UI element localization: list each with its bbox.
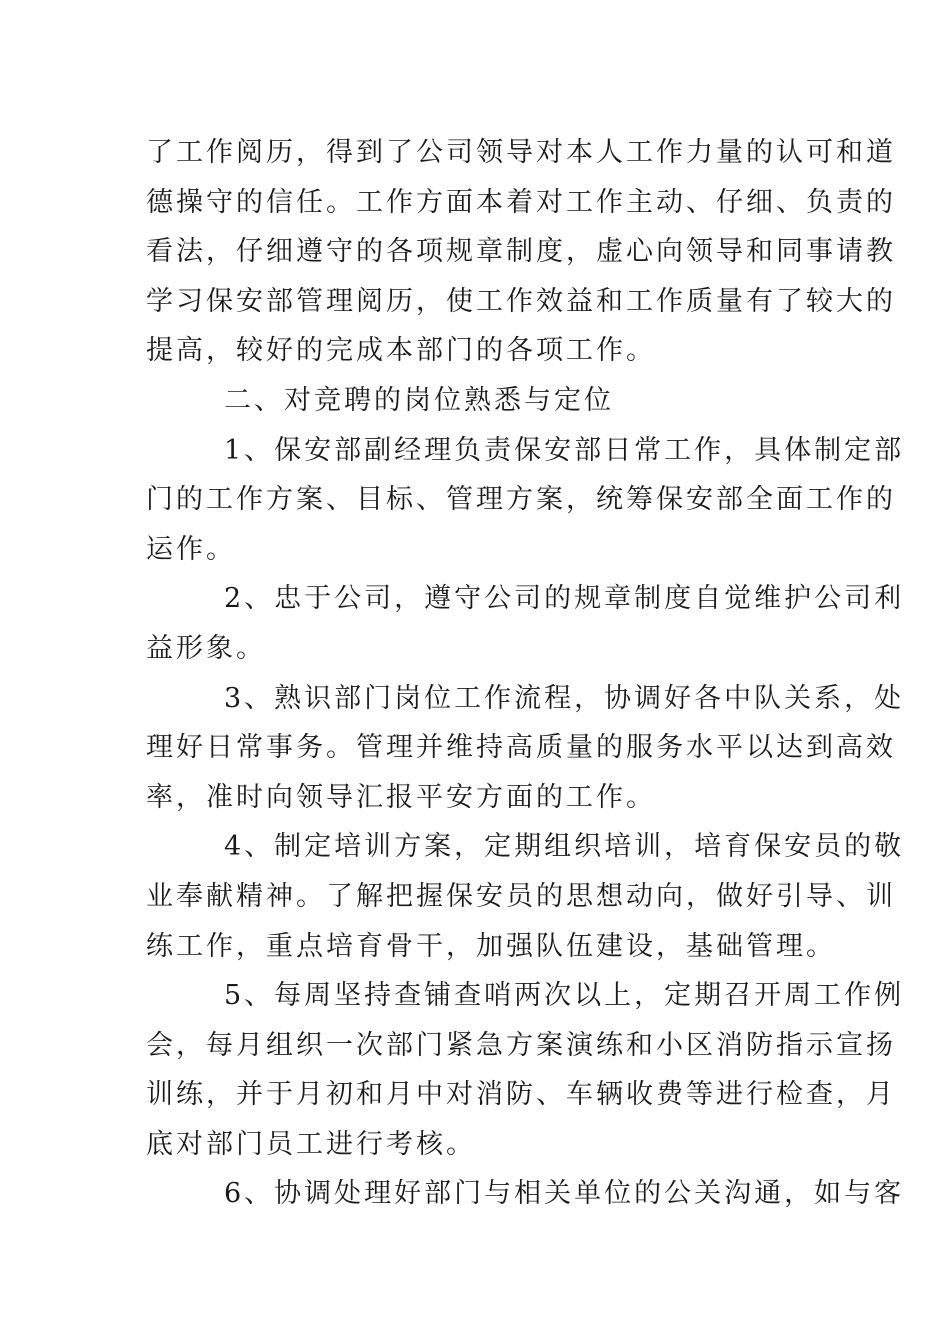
- text-line: 4、制定培训方案，定期组织培训，培育保安员的敬: [224, 831, 905, 863]
- text-line: 1、保安部副经理负责保安部日常工作，具体制定部: [224, 434, 905, 466]
- list-item-4: [146, 822, 905, 971]
- text-line: 率，准时向领导汇报平安方面的工作。: [146, 781, 656, 813]
- text-line: 看法，仔细遵守的各项规章制度，虚心向领导和同事请教: [146, 236, 896, 268]
- text-line: 理好日常事务。管理并维持高质量的服务水平以达到高效: [146, 732, 896, 764]
- list-item-6: [146, 1169, 905, 1219]
- list-item-1: [146, 426, 905, 575]
- text-line: 会，每月组织一次部门紧急方案演练和小区消防指示宣扬: [146, 1029, 896, 1061]
- text-line: 了工作阅历，得到了公司领导对本人工作力量的认可和道: [146, 137, 896, 168]
- text-line: 学习保安部管理阅历，使工作效益和工作质量有了较大的: [146, 285, 896, 317]
- text-line: 6、协调处理好部门与相关单位的公关沟通，如与客: [224, 1178, 905, 1210]
- text-line: 3、熟识部门岗位工作流程，协调好各中队关系，处: [224, 682, 905, 714]
- text-line: 门的工作方案、目标、管理方案，统筹保安部全面工作的: [146, 484, 896, 516]
- text-line: 德操守的信任。工作方面本着对工作主动、仔细、负责的: [146, 186, 896, 218]
- text-line: 2、忠于公司，遵守公司的规章制度自觉维护公司利: [224, 583, 905, 615]
- paragraph-1: [146, 128, 896, 376]
- text-line: 运作。: [146, 533, 236, 565]
- section-heading: [146, 376, 806, 426]
- text-line: 益形象。: [146, 632, 266, 664]
- text-line: 训练，并于月初和月中对消防、车辆收费等进行检查，月: [146, 1079, 896, 1111]
- list-item-3: [146, 674, 905, 823]
- text-line: 提高，较好的完成本部门的各项工作。: [146, 335, 656, 367]
- list-item-2: [146, 574, 905, 673]
- text-line: 底对部门员工进行考核。: [146, 1128, 476, 1160]
- text-line: 业奉献精神。了解把握保安员的思想动向，做好引导、训: [146, 880, 896, 912]
- text-line: 练工作，重点培育骨干，加强队伍建设，基础管理。: [146, 930, 836, 962]
- text-line: 5、每周坚持查铺查哨两次以上，定期召开周工作例: [224, 980, 905, 1012]
- list-item-5: [146, 971, 905, 1169]
- heading-text: 二、对竞聘的岗位熟悉与定位: [224, 384, 614, 416]
- document-body: [146, 128, 905, 1219]
